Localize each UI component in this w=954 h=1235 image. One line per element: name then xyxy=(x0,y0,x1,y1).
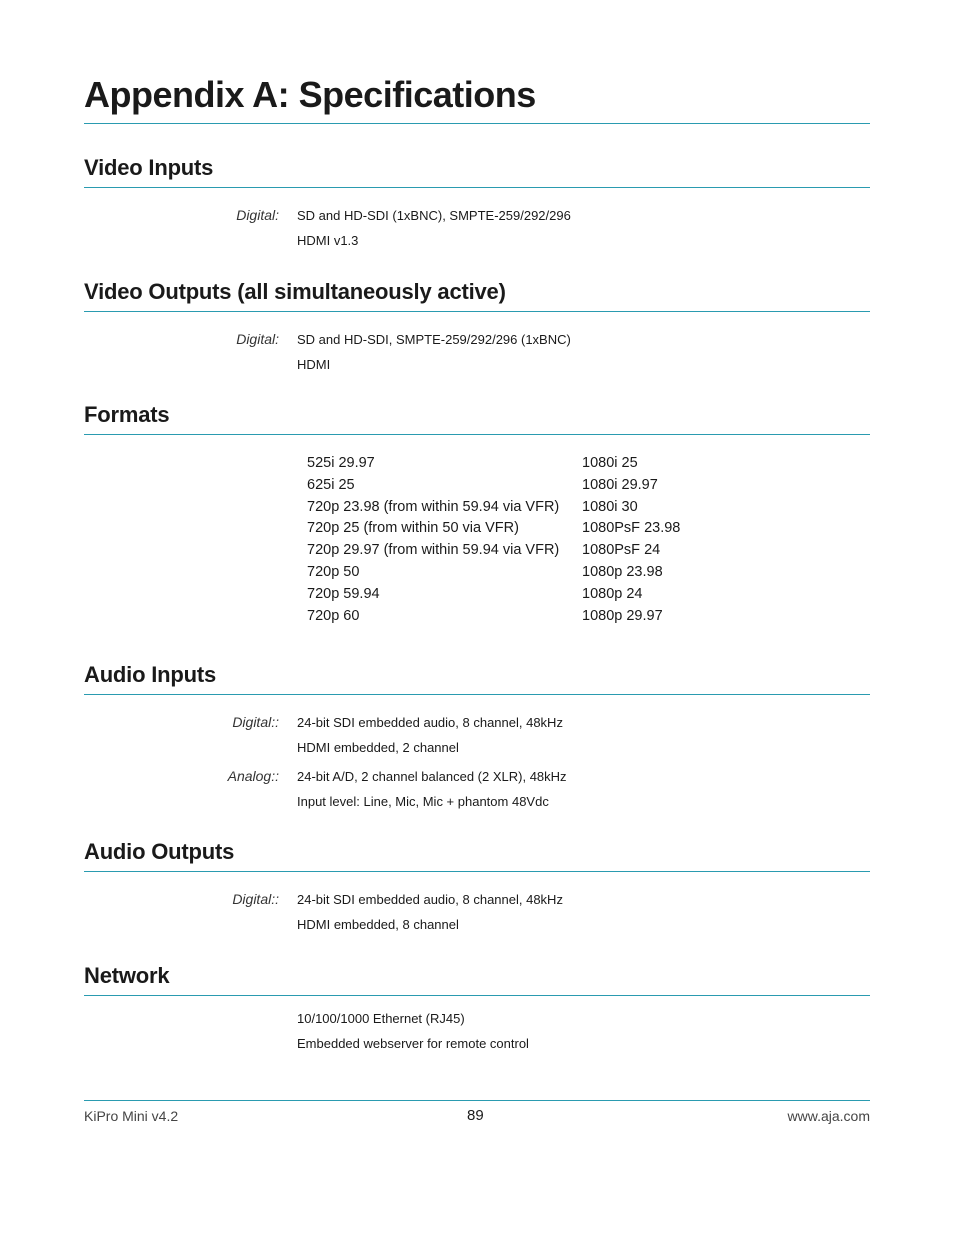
video-outputs-heading: Video Outputs (all simultaneously active) xyxy=(84,279,506,304)
audio-outputs-line: 24-bit SDI embedded audio, 8 channel, 48kHz xyxy=(297,892,563,907)
audio-outputs-rule xyxy=(84,871,870,872)
video-inputs-line: HDMI v1.3 xyxy=(297,233,359,248)
formats-column-2 xyxy=(582,453,680,627)
audio-inputs-analog-label: Analog:: xyxy=(227,768,279,784)
audio-inputs-analog-line: 24-bit A/D, 2 channel balanced (2 XLR), 48kHz xyxy=(297,769,567,784)
audio-inputs-digital-label: Digital:: xyxy=(232,714,279,730)
format-item: 1080PsF 23.98 xyxy=(582,520,681,537)
title-rule xyxy=(84,123,870,124)
network-line: Embedded webserver for remote control xyxy=(297,1036,529,1051)
network-rule xyxy=(84,995,870,996)
video-inputs-digital-label: Digital: xyxy=(236,207,279,223)
format-item: 1080p 24 xyxy=(582,585,643,602)
format-item: 1080i 25 xyxy=(582,455,638,471)
audio-inputs-digital-line: HDMI embedded, 2 channel xyxy=(297,740,459,755)
audio-outputs-digital-label: Digital:: xyxy=(232,891,279,907)
audio-inputs-digital-line: 24-bit SDI embedded audio, 8 channel, 48kHz xyxy=(297,715,563,730)
format-item: 720p 50 xyxy=(307,563,360,580)
video-outputs-rule xyxy=(84,311,870,312)
video-inputs-rule xyxy=(84,187,870,188)
audio-inputs-rule xyxy=(84,694,870,695)
format-item: 1080p 29.97 xyxy=(582,607,663,624)
video-outputs-line: SD and HD-SDI, SMPTE-259/292/296 (1xBNC) xyxy=(297,332,571,347)
audio-inputs-heading: Audio Inputs xyxy=(84,662,217,687)
video-inputs-line: SD and HD-SDI (1xBNC), SMPTE-259/292/296 xyxy=(297,208,571,223)
audio-outputs-line: HDMI embedded, 8 channel xyxy=(297,917,459,932)
format-item: 720p 60 xyxy=(307,607,360,624)
format-item: 1080i 29.97 xyxy=(582,476,658,493)
format-item: 720p 23.98 (from within 59.94 via VFR) xyxy=(307,498,560,515)
video-outputs-digital-label: Digital: xyxy=(236,331,279,347)
audio-outputs-heading: Audio Outputs xyxy=(84,839,235,864)
format-item: 525i 29.97 xyxy=(307,455,375,471)
format-item: 720p 59.94 xyxy=(307,585,380,602)
format-item: 1080p 23.98 xyxy=(582,563,663,580)
format-item: 1080i 30 xyxy=(582,498,638,515)
formats-rule xyxy=(84,434,870,435)
audio-inputs-analog-line: Input level: Line, Mic, Mic + phantom 48Vdc xyxy=(297,794,549,809)
network-line: 10/100/1000 Ethernet (RJ45) xyxy=(297,1011,465,1026)
footer-website: www.aja.com xyxy=(787,1108,870,1124)
video-inputs-heading: Video Inputs xyxy=(84,155,214,180)
format-item: 1080PsF 24 xyxy=(582,542,661,559)
format-item: 720p 29.97 (from within 59.94 via VFR) xyxy=(307,542,560,559)
footer-rule xyxy=(84,1100,870,1101)
video-outputs-line: HDMI xyxy=(297,357,331,372)
format-item: 625i 25 xyxy=(307,476,355,493)
footer-product: KiPro Mini v4.2 xyxy=(84,1108,179,1124)
formats-column-1 xyxy=(307,453,559,627)
formats-heading: Formats xyxy=(84,402,170,427)
footer-page-number: 89 xyxy=(467,1107,484,1124)
format-item: 720p 25 (from within 50 via VFR) xyxy=(307,520,519,537)
network-heading: Network xyxy=(84,963,170,988)
page-title: Appendix A: Specifications xyxy=(84,74,536,115)
